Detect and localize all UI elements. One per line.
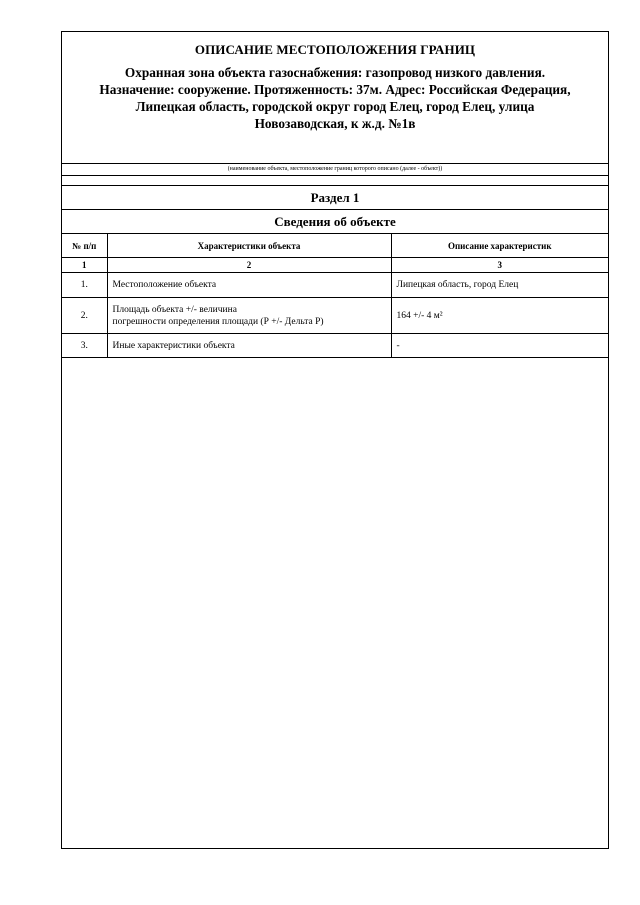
row-characteristic	[107, 334, 391, 358]
index-cell: 2	[107, 258, 391, 273]
object-name-line: Назначение: сооружение. Протяженность: 37м. Адрес: Российская Федерация,	[99, 82, 571, 97]
object-name-line: Охранная зона объекта газоснабжения: газопровод низкого давления.	[124, 65, 546, 80]
row-description: 164 +/- 4 м²	[391, 298, 608, 334]
object-caption: (наименование объекта, местоположение границ которого описано (далее - объект))	[62, 163, 608, 175]
table-index-row	[62, 258, 608, 273]
table-row	[62, 334, 608, 358]
row-description: -	[391, 334, 608, 358]
characteristic-line: Иные характеристики объекта	[112, 340, 235, 351]
index-cell: 3	[391, 258, 608, 273]
document-title: ОПИСАНИЕ МЕСТОПОЛОЖЕНИЯ ГРАНИЦ	[194, 42, 476, 57]
row-number: 1.	[62, 273, 107, 298]
table-row	[62, 298, 608, 334]
header-number: № п/п	[62, 234, 107, 258]
section-subtitle: Сведения об объекте	[62, 209, 608, 233]
row-description: Липецкая область, город Елец	[391, 273, 608, 298]
characteristic-line: погрешности определения площади (Р +/- Дельта Р)	[112, 316, 324, 327]
object-characteristics-table	[62, 233, 608, 358]
header-characteristic: Характеристики объекта	[107, 234, 391, 258]
object-name	[62, 59, 608, 163]
row-number: 2.	[62, 298, 107, 334]
characteristic-line: Площадь объекта +/- величина	[112, 304, 237, 315]
table-header-row	[62, 234, 608, 258]
row-number: 3.	[62, 334, 107, 358]
spacer-row	[62, 175, 608, 185]
row-characteristic	[107, 273, 391, 298]
index-cell: 1	[62, 258, 107, 273]
characteristic-line: Местоположение объекта	[112, 280, 217, 290]
object-name-line: Липецкая область, городской округ город Елец, город Елец, улица	[135, 99, 535, 114]
header-description: Описание характеристик	[391, 234, 608, 258]
document-frame	[61, 31, 609, 849]
object-name-line: Новозаводская, к ж.д. №1в	[254, 116, 416, 131]
section-title: Раздел 1	[62, 185, 608, 209]
row-characteristic	[107, 298, 391, 334]
table-row	[62, 273, 608, 298]
